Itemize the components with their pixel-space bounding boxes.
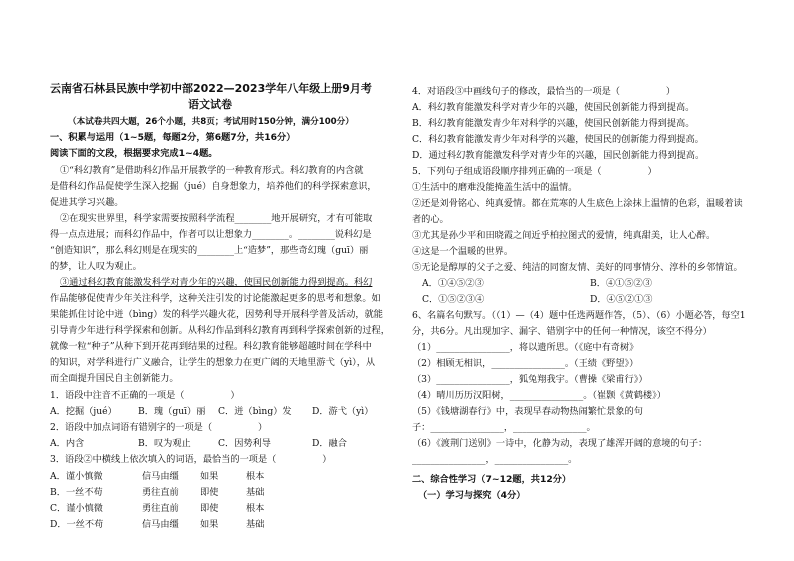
q1-option-a: A．挖掘（jué） xyxy=(50,406,117,417)
q4-option-c: C．科幻教育能激发青少年对科学的兴趣，使国民的创新能力得到提高。 xyxy=(412,134,704,145)
exam-subtitle: 语文试卷 xyxy=(188,98,232,111)
q4-option-d: D．通过科幻教育能激发科学对青少年的兴趣，国民创新能力得到提高。 xyxy=(412,150,705,161)
q3-row-c-word4: 根本 xyxy=(246,503,265,514)
question-6-intro: 6、名篇名句默写。（（1）—（4）题中任选两题作答，（5）、（6）小题必答，每空1 xyxy=(412,310,746,321)
section2-heading: 二、综合性学习（7~12题，共12分） xyxy=(412,474,572,485)
exam-title: 云南省石林县民族中学初中部2022—2023学年八年级上册9月考 xyxy=(50,82,372,95)
q3-row-b-word4: 基础 xyxy=(246,487,265,498)
q2-option-a: A．内含 xyxy=(50,438,85,449)
passage-line: 而全面提升国民自主创新能力。 xyxy=(50,373,179,384)
q3-row-b-word2: 勇往直前 xyxy=(142,487,179,498)
q5-item: ④这是一个温暖的世界。 xyxy=(412,246,514,257)
q3-row-c-word2: 勇往直前 xyxy=(142,503,179,514)
q6-line-5-cont: 子：________________，________________。 xyxy=(412,422,596,433)
passage-underlined-line: ③通过科幻教育能激发科学对青少年的兴趣，使国民创新能力得到提高。科幻 xyxy=(60,277,373,288)
q2-option-c: C．因势利导 xyxy=(218,438,271,449)
q6-line-6-cont: ________________，________________。 xyxy=(412,454,578,465)
q3-row-b-word1: B．一丝不苟 xyxy=(50,487,103,498)
q6-line-1: （1）________________，将以遗所思。（《庭中有奇树》 xyxy=(412,342,639,353)
q4-option-b: B．科幻教育能激发青少年对科学的兴趣，使国民创新能力得到提高。 xyxy=(412,118,695,129)
question-4-stem: 4．对语段③中画线句子的修改，最恰当的一项是（ ） xyxy=(412,86,676,97)
q3-row-c-word3: 即使 xyxy=(200,503,219,514)
q5-option-a: A．①④⑤②③ xyxy=(422,278,484,289)
q4-option-a: A．科幻教育能激发科学对青少年的兴趣，使国民创新能力得到提高。 xyxy=(412,102,695,113)
q5-item: ①生活中的磨难没能掩盖生活中的温情。 xyxy=(412,182,578,193)
q5-item: ⑤无论是醇厚的父子之爱、纯洁的同窗友情、美好的同事情分、淳朴的乡邻情谊。 xyxy=(412,262,743,273)
passage-line: “创造知识”，那么科幻则是在现实的________上“造梦”，那些奇幻瑰（guī）丽 xyxy=(50,245,369,256)
question-2-stem: 2．语段中加点词语有错别字的一项是（ ） xyxy=(50,422,268,433)
passage-line: 是借科幻作品促使学生深入挖掘（jué）自身想象力，培养他们的科学探索意识， xyxy=(50,181,377,192)
q3-row-b-word3: 即使 xyxy=(200,487,219,498)
q3-row-a-word4: 根本 xyxy=(246,471,265,482)
q3-row-d-word4: 基础 xyxy=(246,519,265,530)
q3-row-d-word3: 如果 xyxy=(200,519,219,530)
q1-option-c: C．迸（bìng）发 xyxy=(218,406,292,417)
question-1-stem: 1．语段中注音不正确的一项是（ ） xyxy=(50,390,240,401)
q3-row-c-word1: C．谨小慎微 xyxy=(50,503,103,514)
q5-option-d: D．④⑤②①③ xyxy=(590,294,653,305)
passage-line: 的知识，对学科进行广义融合，让学生的想象力在更广阔的天地里游弋（yì），从 xyxy=(50,357,376,368)
q6-line-5: （5）《钱塘湖春行》中，表现早春动物热闹繁忙景象的句 xyxy=(412,406,643,417)
q6-line-4: （4）晴川历历汉阳树，________________。（崔颢《黄鹤楼》） xyxy=(412,390,666,401)
q6-line-6: （6）《渡荆门送别》一诗中，化静为动，表现了雄浑开阔的意境的句子： xyxy=(412,438,708,449)
section1-heading: 一、积累与运用（1~5题，每题2分，第6题7分，共16分） xyxy=(50,132,296,143)
q1-option-b: B．瑰（guī）丽 xyxy=(138,406,206,417)
q3-row-a-word2: 信马由缰 xyxy=(142,471,179,482)
q2-option-d: D．融合 xyxy=(312,438,347,449)
passage-line: 果能抓住讨论中迸（bìng）发的科学兴趣火花，因势利导开展科学普及活动，就能 xyxy=(50,309,383,320)
passage-line: 促进其学习兴趣。 xyxy=(50,197,124,208)
section1-prompt: 阅读下面的文段，根据要求完成1~4题。 xyxy=(50,148,218,159)
q3-row-a-word3: 如果 xyxy=(200,471,219,482)
passage-line: 得一点点进展；而科幻作品中，作者可以让想象力________。________说科幻是 xyxy=(50,229,372,240)
q5-item-cont: 者的心。 xyxy=(412,214,449,225)
q3-row-a-word1: A．谨小慎微 xyxy=(50,471,103,482)
passage-line: 引导青少年进行科学探索和创新。从科幻作品到科幻教育再到科学探索创新的过程， xyxy=(50,325,390,336)
exam-instructions: （本试卷共四大题，26个小题，共8页；考试用时150分钟，满分100分） xyxy=(68,117,354,127)
q5-item: ③尤其是孙少平和田晓霞之间近乎柏拉图式的爱情，纯真甜美，让人心醉。 xyxy=(412,230,716,241)
passage-line: 的梦，让人叹为观止。 xyxy=(50,261,142,272)
passage-line: 作品能够促使青少年关注科学，这种关注引发的讨论能激起更多的思考和想象。如 xyxy=(50,293,381,304)
q3-row-d-word2: 信马由缰 xyxy=(142,519,179,530)
passage-line: ①“科幻教育”是借助科幻作品开展教学的一种教育形式。科幻教育的内含就 xyxy=(60,165,364,176)
q3-row-d-word1: D．一丝不苟 xyxy=(50,519,104,530)
q5-item: ②还是刘骨铭心、纯真爱情。都在荒寒的人生底色上涂抹上温情的色彩，温暖着读 xyxy=(412,198,743,209)
passage-line: 就像一粒“种子”从种下到开花再到结果的过程。科幻教育能够超越时间在学科中 xyxy=(50,341,372,352)
q6-line-3: （3）________________，狐兔翔我宇。（曹操《梁甫行》） xyxy=(412,374,648,385)
q2-option-b: B．叹为观止 xyxy=(138,438,191,449)
q5-option-c: C．①⑤②③④ xyxy=(422,294,485,305)
question-6-intro-cont: 分，共6分。凡出现加字、漏字、错别字中的任何一种情况，该空不得分） xyxy=(412,326,712,337)
q1-option-d: D．游弋（yì） xyxy=(312,406,374,417)
passage-line: ②在现实世界里，科学家需要按照科学流程________地开展研究，才有可能取 xyxy=(60,213,373,224)
q6-line-2: （2）相顾无相识，________________。（王绩《野望》） xyxy=(412,358,639,369)
section2-subheading: （一）学习与探究（4分） xyxy=(418,490,526,501)
question-3-stem: 3．语段②中横线上依次填入的词语，最恰当的一项是（ ） xyxy=(50,454,332,465)
question-5-stem: 5．下列句子组成语段顺序排列正确的一项是（ ） xyxy=(412,166,657,177)
q5-option-b: B．④①⑤②③ xyxy=(590,278,652,289)
